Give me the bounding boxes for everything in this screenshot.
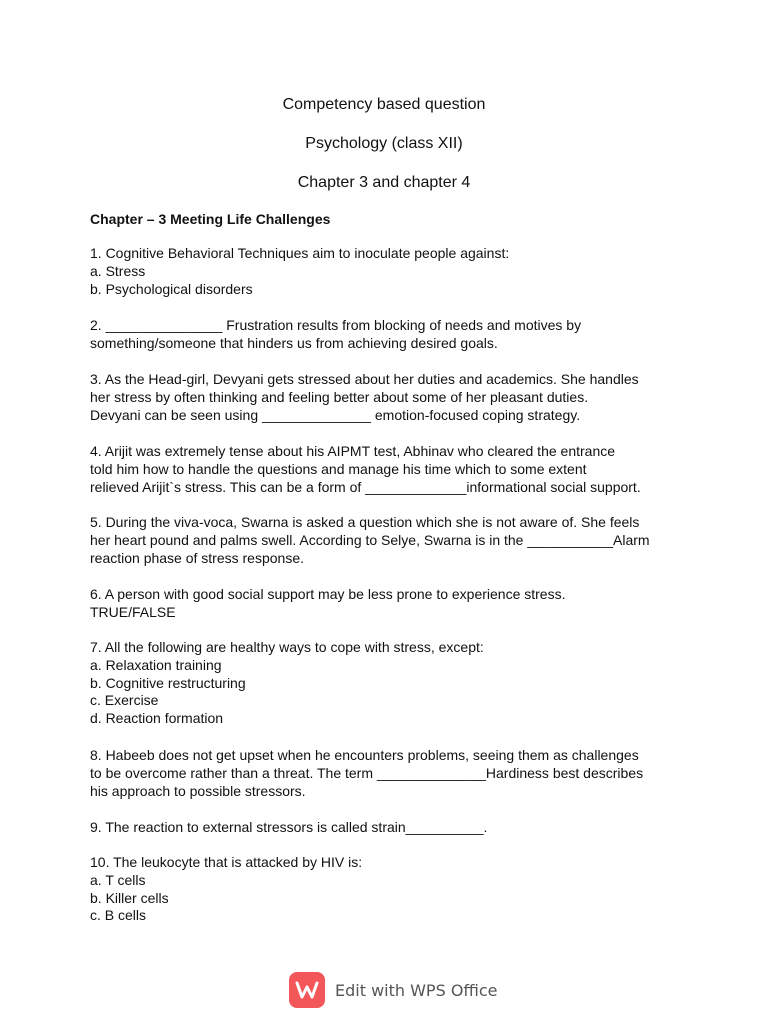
- question-line: her heart pound and palms swell. According to Selye, Swarna is in the ___________Alarm: [90, 531, 650, 548]
- question-1: [90, 245, 690, 298]
- question-8: [90, 747, 690, 800]
- question-4: [90, 443, 690, 496]
- wps-logo-icon: [289, 972, 325, 1008]
- question-line: 8. Habeeb does not get upset when he encounters problems, seeing them as challenges: [90, 747, 639, 763]
- question-2: [90, 317, 690, 353]
- option-line: b. Killer cells: [90, 889, 169, 906]
- question-line: relieved Arijit`s stress. This can be a form of _____________informational social support.: [90, 478, 641, 495]
- question-line: 6. A person with good social support may be less prone to experience stress.: [90, 586, 566, 602]
- question-line: TRUE/FALSE: [90, 603, 176, 620]
- question-line: told him how to handle the questions and manage his time which to some extent: [90, 460, 587, 477]
- option-line: a. T cells: [90, 871, 146, 888]
- option-line: c. B cells: [90, 907, 147, 924]
- option-line: b. Cognitive restructuring: [90, 674, 246, 691]
- question-line: Devyani can be seen using ______________ emotion-focused coping strategy.: [90, 406, 581, 423]
- question-line: 4. Arijit was extremely tense about his AIPMT test, Abhinav who cleared the entrance: [90, 443, 616, 459]
- question-line: his approach to possible stressors.: [90, 782, 306, 799]
- question-9: [90, 819, 690, 837]
- question-line: 9. The reaction to external stressors is called strain__________.: [90, 819, 488, 835]
- edit-with-wps-link[interactable]: [289, 972, 498, 1008]
- question-line: 5. During the viva-voca, Swarna is asked a question which she is not aware of. She feels: [90, 514, 640, 530]
- option-line: a. Stress: [90, 262, 146, 279]
- option-line: b. Psychological disorders: [90, 280, 253, 297]
- question-line: 1. Cognitive Behavioral Techniques aim to inoculate people against:: [90, 245, 510, 261]
- question-line: 2. _______________ Frustration results from blocking of needs and motives by: [90, 317, 582, 333]
- question-line: 10. The leukocyte that is attacked by HIV is:: [90, 854, 363, 870]
- option-line: d. Reaction formation: [90, 710, 224, 727]
- document-chapters: Chapter 3 and chapter 4: [297, 174, 471, 191]
- document-subject: Psychology (class XII): [305, 135, 463, 152]
- section-heading: Chapter – 3 Meeting Life Challenges: [90, 211, 331, 227]
- option-line: a. Relaxation training: [90, 656, 222, 673]
- option-line: c. Exercise: [90, 692, 159, 709]
- question-7: [90, 639, 690, 728]
- question-5: [90, 514, 690, 567]
- question-line: 7. All the following are healthy ways to cope with stress, except:: [90, 639, 484, 655]
- wps-w-glyph: [295, 980, 319, 1000]
- question-10: [90, 854, 690, 925]
- question-line: 3. As the Head-girl, Devyani gets stressed about her duties and academics. She handles: [90, 371, 639, 387]
- question-line: reaction phase of stress response.: [90, 549, 305, 566]
- question-3: [90, 371, 690, 424]
- question-line: to be overcome rather than a threat. The term ______________Hardiness best describes: [90, 764, 644, 781]
- question-6: [90, 586, 690, 622]
- wps-footer-label: Edit with WPS Office: [335, 980, 498, 1000]
- question-line: something/someone that hinders us from achieving desired goals.: [90, 334, 498, 351]
- document-title: Competency based question: [282, 96, 486, 113]
- question-line: her stress by often thinking and feeling better about some of her pleasant duties.: [90, 388, 589, 405]
